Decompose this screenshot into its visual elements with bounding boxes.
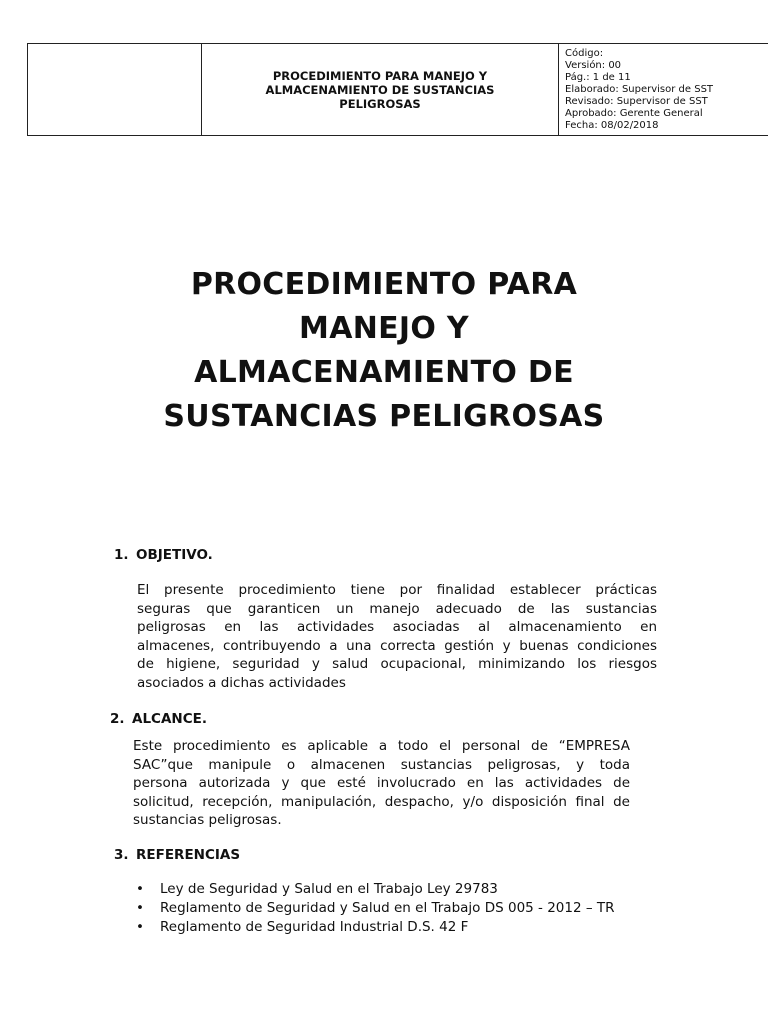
meta-reviewed-by: Revisado: Supervisor de SST [565,95,708,107]
meta-approved-by: Aprobado: Gerente General [565,107,703,119]
section-heading-referencias [114,846,240,864]
main-title [100,263,668,439]
paragraph-line: seguras que garanticen un manejo adecuado de las sustancias [137,600,657,617]
meta-page: Pág.: 1 de 11 [565,71,631,83]
reference-text: Reglamento de Seguridad Industrial D.S. 42 F [160,919,469,935]
meta-version: Versión: 00 [565,59,622,71]
meta-prepared-by: Elaborado: Supervisor de SST [565,83,714,95]
paragraph-line: sustancias peligrosas. [133,812,282,829]
section-title: ALCANCE. [132,711,207,727]
paragraph-line: SAC”que manipule o almacenen sustancias peligrosas, y toda [133,756,630,773]
paragraph-line: El presente procedimiento tiene por finalidad establecer prácticas [137,582,657,598]
references-list [136,880,615,937]
bullet-icon: • [136,881,144,897]
list-item [136,880,615,899]
main-title-line: ALMACENAMIENTO DE [194,355,574,390]
paragraph-line: de higiene, seguridad y salud ocupacional, minimizando los riesgos [137,656,657,673]
section-title: REFERENCIAS [136,847,241,863]
main-title-line: SUSTANCIAS PELIGROSAS [163,399,605,434]
logo-cell [28,44,202,136]
section-body-objetivo [137,581,657,693]
section-body-alcance [133,737,630,830]
header-title [202,44,559,136]
paragraph-line: peligrosas en las actividades asociadas al almacenamiento en [137,619,657,636]
reference-text: Reglamento de Seguridad y Salud en el Trabajo DS 005 - 2012 – TR [160,900,615,916]
reference-text: Ley de Seguridad y Salud en el Trabajo Ley 29783 [160,881,498,897]
section-number: 3. [114,847,129,863]
paragraph-line: almacenes, contribuyendo a una correcta gestión y buenas condiciones [137,637,657,654]
main-title-line: PROCEDIMIENTO PARA [190,267,578,302]
list-item [136,899,615,918]
paragraph-line: asociados a dichas actividades [137,674,346,691]
section-number: 1. [114,547,129,563]
main-title-line: MANEJO Y [299,311,469,346]
header-title-line: PELIGROSAS [339,96,421,111]
meta-date: Fecha: 08/02/2018 [565,119,659,131]
section-heading-alcance [110,710,207,728]
bullet-icon: • [136,919,144,935]
section-heading-objetivo [114,546,213,564]
header-meta [559,44,768,136]
paragraph-line: solicitud, recepción, manipulación, despacho, y/o disposición final de [133,793,630,810]
paragraph-line: Este procedimiento es aplicable a todo el personal de “EMPRESA [133,738,630,754]
bullet-icon: • [136,900,144,916]
header-title-line: PROCEDIMIENTO PARA MANEJO Y [272,68,488,83]
document-header-table [27,43,768,136]
header-title-line: ALMACENAMIENTO DE SUSTANCIAS [265,82,495,97]
section-number: 2. [110,711,125,727]
paragraph-line: persona autorizada y que esté involucrado en las actividades de [133,775,630,792]
meta-code: Código: [565,47,604,59]
section-title: OBJETIVO. [136,547,213,563]
list-item [136,918,615,937]
